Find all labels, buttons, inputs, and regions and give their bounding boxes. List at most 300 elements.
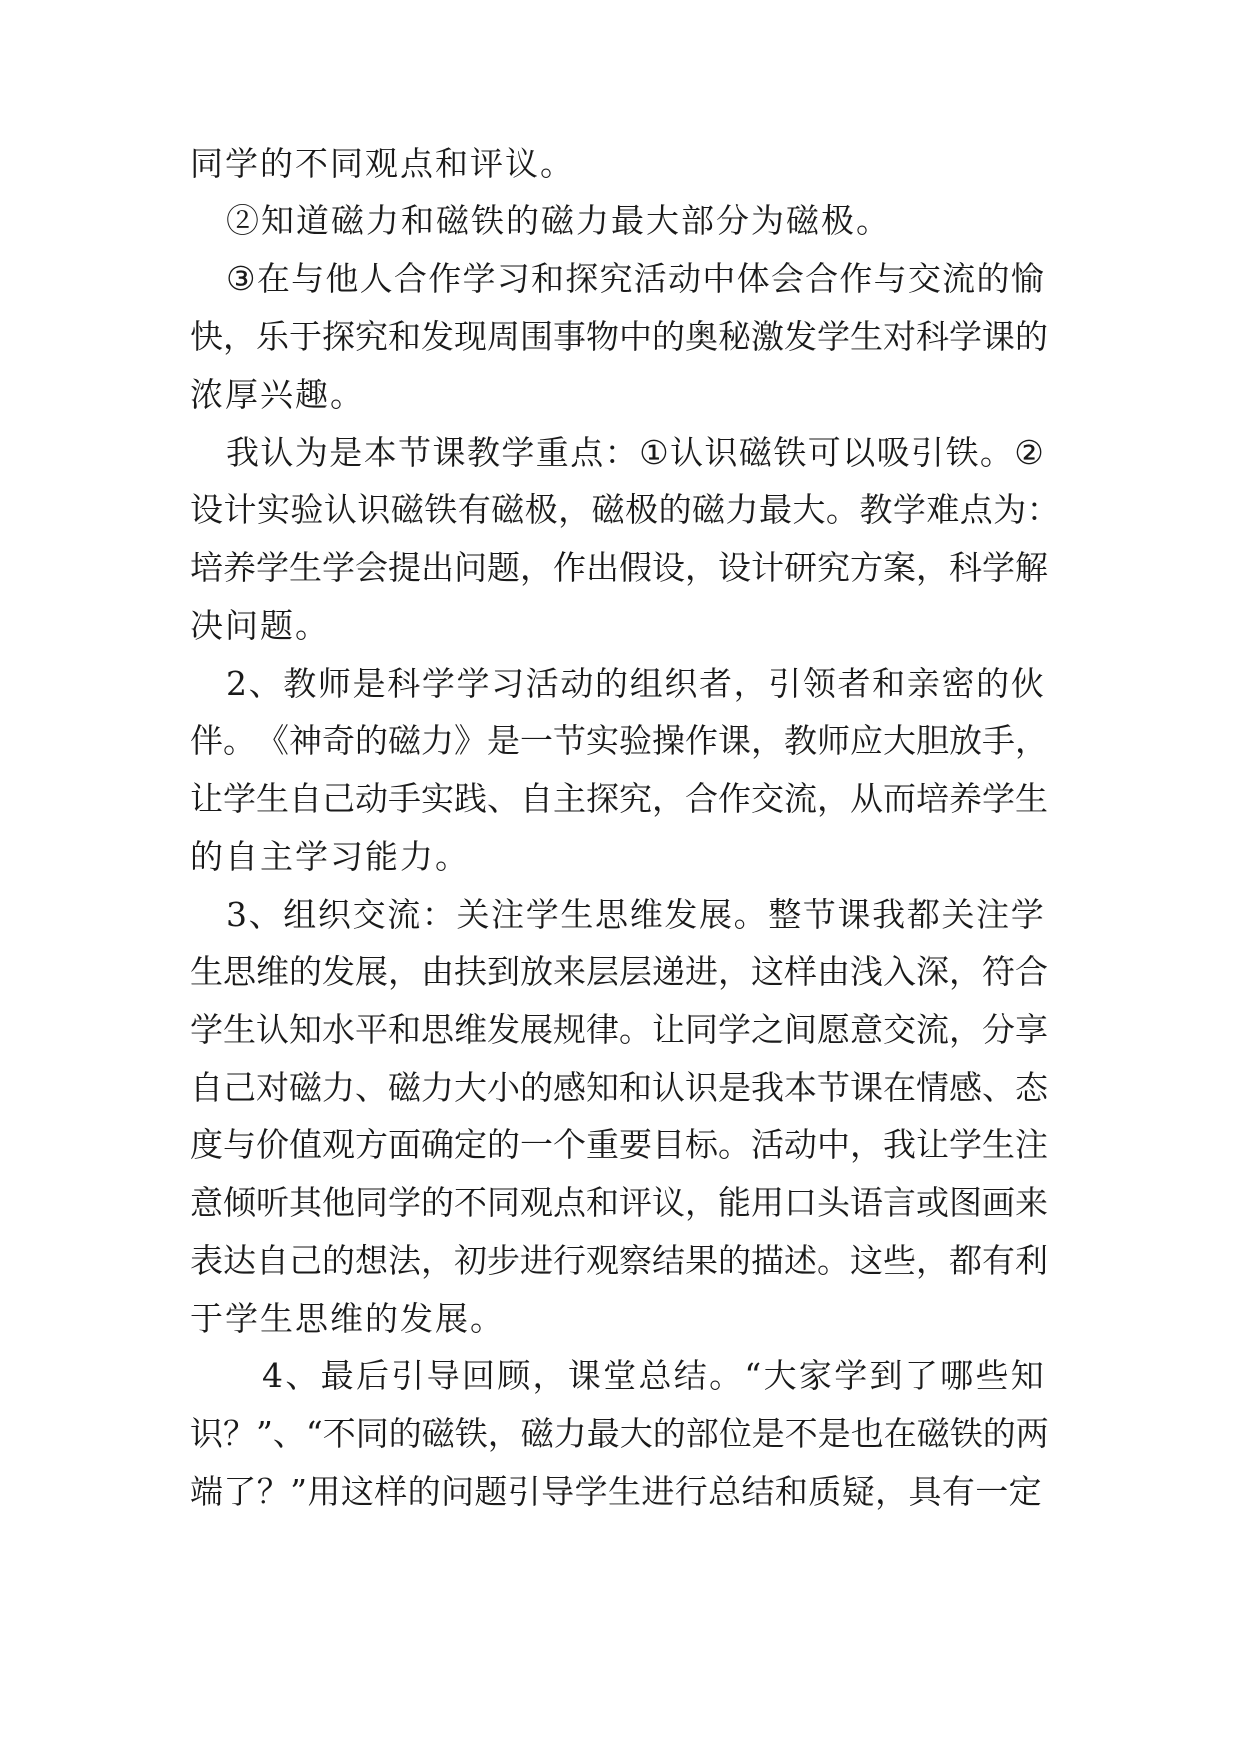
text-glyph: 浅 — [850, 952, 883, 991]
text-glyph: 力 — [421, 721, 454, 760]
text-glyph: 导 — [541, 1472, 575, 1511]
text-glyph: 语 — [850, 1183, 883, 1222]
text-glyph: 的 — [487, 1125, 520, 1164]
text-glyph: 学 — [223, 779, 256, 818]
text-glyph: 。 — [718, 1125, 751, 1164]
text-glyph: 的 — [1015, 317, 1048, 356]
text-glyph: 物 — [586, 317, 619, 356]
text-glyph: 我 — [751, 1068, 784, 1107]
text-glyph: 的 — [658, 490, 692, 529]
text-glyph: 难 — [926, 490, 960, 529]
text-glyph: 结 — [741, 1472, 775, 1511]
text-glyph: 思 — [223, 952, 256, 991]
text-glyph: 课 — [837, 895, 871, 934]
text-glyph: 学 — [892, 490, 926, 529]
text-glyph: 学 — [982, 548, 1015, 587]
text-glyph: 实 — [421, 779, 454, 818]
text-glyph: 意 — [190, 1183, 223, 1222]
text-glyph: 发 — [421, 317, 454, 356]
text-glyph: 习 — [491, 664, 525, 703]
text-glyph: 方 — [850, 548, 883, 587]
text-glyph: 果 — [685, 1241, 718, 1280]
text-glyph: 快 — [190, 317, 223, 356]
text-glyph: 合 — [1015, 952, 1048, 991]
text-glyph: 流 — [784, 779, 817, 818]
text-glyph: ， — [487, 1414, 521, 1453]
text-glyph: 操 — [652, 721, 685, 760]
text-glyph: 的 — [322, 1241, 355, 1280]
text-glyph: 我 — [226, 433, 259, 472]
text-glyph: 倾 — [223, 1183, 256, 1222]
text-glyph: 培 — [190, 548, 223, 587]
text-glyph: 步 — [487, 1241, 520, 1280]
text-glyph: ， — [558, 490, 592, 529]
text-glyph: 定 — [454, 1125, 487, 1164]
text-glyph: 。 — [709, 1356, 743, 1395]
text-line: 于学生思维的发展。 — [190, 1299, 505, 1338]
text-glyph: 在 — [883, 1068, 916, 1107]
text-glyph: 有 — [457, 490, 491, 529]
text-glyph: 磁 — [388, 721, 421, 760]
text-glyph: 、 — [248, 664, 282, 703]
text-glyph: 铁 — [949, 1414, 983, 1453]
text-glyph: 引 — [911, 433, 945, 472]
text-glyph: 学 — [949, 317, 982, 356]
text-glyph: 度 — [190, 1125, 223, 1164]
text-glyph: 学 — [501, 433, 535, 472]
text-glyph: 的 — [421, 1183, 454, 1222]
text-glyph: ” — [256, 1414, 273, 1453]
text-glyph: 节 — [802, 895, 836, 934]
text-glyph: 极 — [524, 490, 558, 529]
text-glyph: 规 — [553, 1010, 586, 1049]
text-line: 决问题。 — [190, 606, 330, 645]
text-glyph: 符 — [982, 952, 1015, 991]
text-glyph: 其 — [289, 1183, 322, 1222]
text-glyph: 来 — [1015, 1183, 1048, 1222]
text-glyph: 与 — [291, 259, 325, 298]
text-glyph: 对 — [883, 317, 916, 356]
text-glyph: 。 — [223, 721, 256, 760]
text-glyph: 家 — [798, 1356, 832, 1395]
text-glyph: 整 — [768, 895, 802, 934]
text-glyph: 是 — [751, 1414, 785, 1453]
text-line — [190, 544, 1048, 592]
text-glyph: 习 — [496, 259, 530, 298]
text-glyph: 都 — [906, 895, 940, 934]
text-glyph: 验 — [619, 721, 652, 760]
text-glyph: 生 — [190, 952, 223, 991]
text-glyph: 节 — [553, 721, 586, 760]
text-glyph: 发 — [322, 952, 355, 991]
text-line — [190, 313, 1048, 361]
text-glyph: 铁 — [454, 1414, 488, 1453]
text-glyph: 大 — [763, 1356, 797, 1395]
text-glyph: 者 — [698, 664, 732, 703]
text-glyph: 堂 — [603, 1356, 637, 1395]
text-glyph: 、 — [355, 1068, 388, 1107]
text-glyph: 活 — [751, 1125, 784, 1164]
text-glyph: 要 — [619, 1125, 652, 1164]
text-glyph: 不 — [322, 1414, 356, 1453]
text-glyph: 磁 — [692, 490, 726, 529]
text-glyph: 合 — [805, 259, 839, 298]
text-glyph: 作 — [685, 721, 718, 760]
text-glyph: 流 — [916, 1010, 949, 1049]
text-glyph: ， — [1015, 721, 1048, 760]
text-glyph: 问 — [454, 548, 487, 587]
text-glyph: 吸 — [876, 433, 910, 472]
text-glyph: 自 — [256, 1241, 289, 1280]
text-glyph: 的 — [652, 1414, 686, 1453]
text-glyph: 质 — [808, 1472, 842, 1511]
text-glyph: 认 — [260, 433, 294, 472]
text-glyph: 由 — [817, 952, 850, 991]
text-glyph: 、 — [272, 1414, 306, 1453]
text-glyph: 发 — [664, 895, 698, 934]
text-glyph: 认 — [670, 433, 704, 472]
text-glyph: 知 — [1010, 1356, 1044, 1395]
text-glyph: 评 — [619, 1183, 652, 1222]
text-glyph: 结 — [673, 1356, 707, 1395]
text-glyph: 密 — [941, 664, 975, 703]
text-glyph: 计 — [751, 548, 784, 587]
text-glyph: 或 — [916, 1183, 949, 1222]
text-glyph: 顾 — [497, 1356, 531, 1395]
text-glyph: 识 — [190, 1414, 223, 1453]
text-glyph: 交 — [751, 779, 784, 818]
text-glyph: 学 — [817, 317, 850, 356]
text-glyph: 2 — [226, 664, 247, 703]
text-glyph: 同 — [487, 1183, 520, 1222]
text-glyph: 感 — [949, 1068, 982, 1107]
text-glyph: 认 — [256, 1010, 289, 1049]
text-glyph: 认 — [652, 1068, 685, 1107]
text-glyph: 应 — [850, 721, 883, 760]
text-glyph: 伙 — [1010, 664, 1044, 703]
text-glyph: 价 — [256, 1125, 289, 1164]
text-glyph: 最 — [758, 490, 792, 529]
text-glyph: 4 — [262, 1356, 283, 1395]
text-glyph: 生 — [1015, 779, 1048, 818]
text-glyph: 自 — [520, 779, 553, 818]
text-glyph: 养 — [223, 548, 256, 587]
text-glyph: 实 — [256, 490, 290, 529]
text-glyph: 能 — [718, 1183, 751, 1222]
text-glyph: 教 — [466, 433, 500, 472]
text-glyph: 主 — [553, 779, 586, 818]
text-glyph: 认 — [323, 490, 357, 529]
text-glyph: 和 — [774, 1472, 808, 1511]
text-glyph: 组 — [283, 895, 317, 934]
text-glyph: 的 — [388, 1414, 422, 1453]
text-glyph: 目 — [652, 1125, 685, 1164]
text-glyph: 力 — [421, 1068, 454, 1107]
text-glyph: 的 — [520, 1068, 553, 1107]
text-glyph: ③ — [226, 259, 256, 298]
text-glyph: 同 — [685, 1010, 718, 1049]
text-glyph: 科 — [916, 317, 949, 356]
text-glyph: 他 — [322, 1183, 355, 1222]
text-glyph: 与 — [223, 1125, 256, 1164]
text-glyph: 间 — [784, 1010, 817, 1049]
text-glyph: 愿 — [817, 1010, 850, 1049]
text-glyph: 究 — [619, 779, 652, 818]
text-glyph: 学 — [388, 1183, 421, 1222]
text-glyph: ， — [949, 1010, 982, 1049]
text-glyph: 交 — [907, 259, 941, 298]
text-glyph: 和 — [388, 317, 421, 356]
text-glyph: 是 — [352, 664, 386, 703]
text-glyph: 教 — [859, 490, 893, 529]
text-glyph: 和 — [619, 1068, 652, 1107]
text-glyph: 定 — [1008, 1472, 1042, 1511]
text-glyph: 学 — [462, 259, 496, 298]
text-glyph: 磁 — [520, 1414, 554, 1453]
text-glyph: 。 — [979, 433, 1013, 472]
text-glyph: 手 — [388, 779, 421, 818]
text-glyph: 之 — [751, 1010, 784, 1049]
text-glyph: 奥 — [685, 317, 718, 356]
text-glyph: 活 — [633, 259, 667, 298]
text-glyph: 思 — [421, 1010, 454, 1049]
text-glyph: ② — [1014, 433, 1044, 472]
text-glyph: ， — [751, 721, 784, 760]
text-glyph: 用 — [307, 1472, 341, 1511]
text-glyph: ， — [949, 952, 982, 991]
text-glyph: ， — [850, 1125, 883, 1164]
text-glyph: 递 — [652, 952, 685, 991]
text-glyph: 画 — [982, 1183, 1015, 1222]
text-glyph: 磁 — [289, 1068, 322, 1107]
text-glyph: 力 — [725, 490, 759, 529]
text-glyph: 课 — [567, 1356, 601, 1395]
text-glyph: ， — [532, 1356, 566, 1395]
text-glyph: 学 — [525, 895, 559, 934]
text-glyph: 师 — [817, 721, 850, 760]
text-glyph: 不 — [784, 1414, 818, 1453]
text-glyph: 交 — [352, 895, 386, 934]
text-line — [262, 1352, 1044, 1400]
text-glyph: 有 — [982, 1241, 1015, 1280]
text-glyph: 作 — [428, 259, 462, 298]
text-glyph: 课 — [982, 317, 1015, 356]
text-glyph: 的 — [976, 259, 1010, 298]
text-glyph: 个 — [553, 1125, 586, 1164]
text-glyph: 这 — [751, 952, 784, 991]
text-glyph: 流 — [942, 259, 976, 298]
text-glyph: 这 — [340, 1472, 374, 1511]
text-glyph: 平 — [355, 1010, 388, 1049]
text-glyph: 于 — [289, 317, 322, 356]
text-glyph: 情 — [916, 1068, 949, 1107]
text-line — [190, 1064, 1048, 1112]
text-line — [226, 660, 1044, 708]
text-glyph: 些 — [883, 1241, 916, 1280]
text-glyph: 引 — [507, 1472, 541, 1511]
text-glyph: 出 — [421, 548, 454, 587]
text-glyph: 样 — [374, 1472, 408, 1511]
text-line: ②知道磁力和磁铁的磁力最大部分为磁极。 — [226, 201, 891, 240]
text-line — [190, 775, 1048, 823]
text-glyph: 学 — [834, 1356, 868, 1395]
text-glyph: 维 — [454, 1010, 487, 1049]
text-glyph: 力 — [322, 1068, 355, 1107]
text-glyph: 养 — [949, 779, 982, 818]
text-glyph: 人 — [359, 259, 393, 298]
text-glyph: 小 — [487, 1068, 520, 1107]
text-glyph: 样 — [784, 952, 817, 991]
text-glyph: 用 — [751, 1183, 784, 1222]
text-glyph: 事 — [553, 317, 586, 356]
text-glyph: 手 — [982, 721, 1015, 760]
text-glyph: 关 — [941, 895, 975, 934]
text-glyph: ， — [652, 779, 685, 818]
text-glyph: 领 — [802, 664, 836, 703]
text-glyph: 面 — [388, 1125, 421, 1164]
text-glyph: 重 — [586, 1125, 619, 1164]
text-glyph: 。 — [825, 490, 859, 529]
text-glyph: 结 — [652, 1241, 685, 1280]
text-glyph: 节 — [398, 433, 432, 472]
text-glyph: 生 — [607, 1472, 641, 1511]
text-glyph: 自 — [190, 1068, 223, 1107]
text-glyph: 本 — [363, 433, 397, 472]
text-glyph: 周 — [487, 317, 520, 356]
text-glyph: 生 — [256, 779, 289, 818]
text-glyph: 引 — [768, 664, 802, 703]
text-glyph: 织 — [664, 664, 698, 703]
text-glyph: 察 — [619, 1241, 652, 1280]
text-glyph: 大 — [454, 1068, 487, 1107]
text-glyph: 进 — [685, 952, 718, 991]
text-glyph: 实 — [586, 721, 619, 760]
text-glyph: 课 — [718, 721, 751, 760]
text-glyph: 观 — [322, 1125, 355, 1164]
text-glyph: 磁 — [390, 490, 424, 529]
text-line: 浓厚兴趣。 — [190, 375, 365, 414]
text-glyph: 后 — [355, 1356, 389, 1395]
text-glyph: 设 — [652, 548, 685, 587]
text-glyph: 是 — [817, 1414, 851, 1453]
text-glyph: 同 — [355, 1183, 388, 1222]
text-glyph: ： — [421, 895, 455, 934]
text-glyph: 口 — [784, 1183, 817, 1222]
text-glyph: 为 — [993, 490, 1027, 529]
text-glyph: 学 — [1010, 895, 1044, 934]
text-glyph: 一 — [520, 721, 553, 760]
text-glyph: 些 — [975, 1356, 1009, 1395]
text-line — [190, 1179, 1048, 1227]
text-glyph: 。 — [619, 1010, 652, 1049]
text-glyph: 头 — [817, 1183, 850, 1222]
text-glyph: 学 — [949, 1125, 982, 1164]
text-glyph: 行 — [674, 1472, 708, 1511]
text-glyph: 会 — [355, 548, 388, 587]
text-glyph: ， — [817, 779, 850, 818]
text-glyph: 同 — [355, 1414, 389, 1453]
text-glyph: 值 — [289, 1125, 322, 1164]
text-glyph: 注 — [1015, 1125, 1048, 1164]
text-glyph: 学 — [574, 1472, 608, 1511]
text-glyph: 导 — [426, 1356, 460, 1395]
text-glyph: 学 — [718, 1010, 751, 1049]
text-glyph: 3 — [226, 895, 247, 934]
text-glyph: 作 — [553, 548, 586, 587]
text-glyph: 注 — [491, 895, 525, 934]
text-glyph: 培 — [916, 779, 949, 818]
text-glyph: 展 — [355, 952, 388, 991]
text-glyph: 想 — [355, 1241, 388, 1280]
text-glyph: 由 — [421, 952, 454, 991]
text-glyph: 愉 — [1010, 259, 1044, 298]
text-glyph: 织 — [317, 895, 351, 934]
text-glyph: 教 — [283, 664, 317, 703]
text-glyph: 铁 — [773, 433, 807, 472]
text-glyph: 以 — [842, 433, 876, 472]
text-glyph: 的 — [289, 952, 322, 991]
text-glyph: 生 — [982, 1125, 1015, 1164]
text-glyph: 放 — [520, 952, 553, 991]
text-glyph: 。 — [733, 895, 767, 934]
text-glyph: 设 — [718, 548, 751, 587]
text-line — [190, 948, 1048, 996]
text-line — [190, 717, 1048, 765]
text-glyph: 、 — [982, 1068, 1015, 1107]
text-glyph: 知 — [586, 1068, 619, 1107]
text-glyph: 师 — [317, 664, 351, 703]
text-glyph: 解 — [1015, 548, 1048, 587]
text-glyph: 的 — [652, 317, 685, 356]
text-glyph: 活 — [525, 664, 559, 703]
text-glyph: 我 — [883, 1125, 916, 1164]
text-line: 同学的不同观点和评议。 — [190, 144, 575, 183]
text-glyph: 两 — [1015, 1414, 1049, 1453]
text-line — [190, 1237, 1048, 1285]
text-glyph: 层 — [619, 952, 652, 991]
text-glyph: 的 — [718, 1241, 751, 1280]
text-glyph: 发 — [487, 1010, 520, 1049]
text-glyph: 大 — [883, 721, 916, 760]
text-glyph: 设 — [190, 490, 223, 529]
text-glyph: 点 — [570, 433, 604, 472]
text-glyph: 思 — [595, 895, 629, 934]
text-glyph: 胆 — [916, 721, 949, 760]
text-glyph: 重 — [535, 433, 569, 472]
text-glyph: 》 — [454, 721, 487, 760]
text-glyph: 引 — [391, 1356, 425, 1395]
text-glyph: 和 — [872, 664, 906, 703]
text-glyph: 也 — [850, 1414, 884, 1453]
text-glyph: 具 — [908, 1472, 942, 1511]
text-glyph: 作 — [718, 779, 751, 818]
text-glyph: 的 — [407, 1472, 441, 1511]
text-line — [190, 486, 1060, 534]
text-glyph: 动 — [560, 664, 594, 703]
text-glyph: 初 — [454, 1241, 487, 1280]
text-glyph: 一 — [975, 1472, 1009, 1511]
text-glyph: “ — [744, 1356, 762, 1395]
text-glyph: 围 — [520, 317, 553, 356]
text-glyph: “ — [305, 1414, 323, 1453]
text-glyph: 神 — [289, 721, 322, 760]
text-glyph: 深 — [916, 952, 949, 991]
text-glyph: 合 — [685, 779, 718, 818]
text-line — [190, 1468, 1042, 1516]
text-glyph: 意 — [850, 1010, 883, 1049]
text-glyph: 利 — [1015, 1241, 1048, 1280]
text-glyph: 了 — [223, 1472, 257, 1511]
